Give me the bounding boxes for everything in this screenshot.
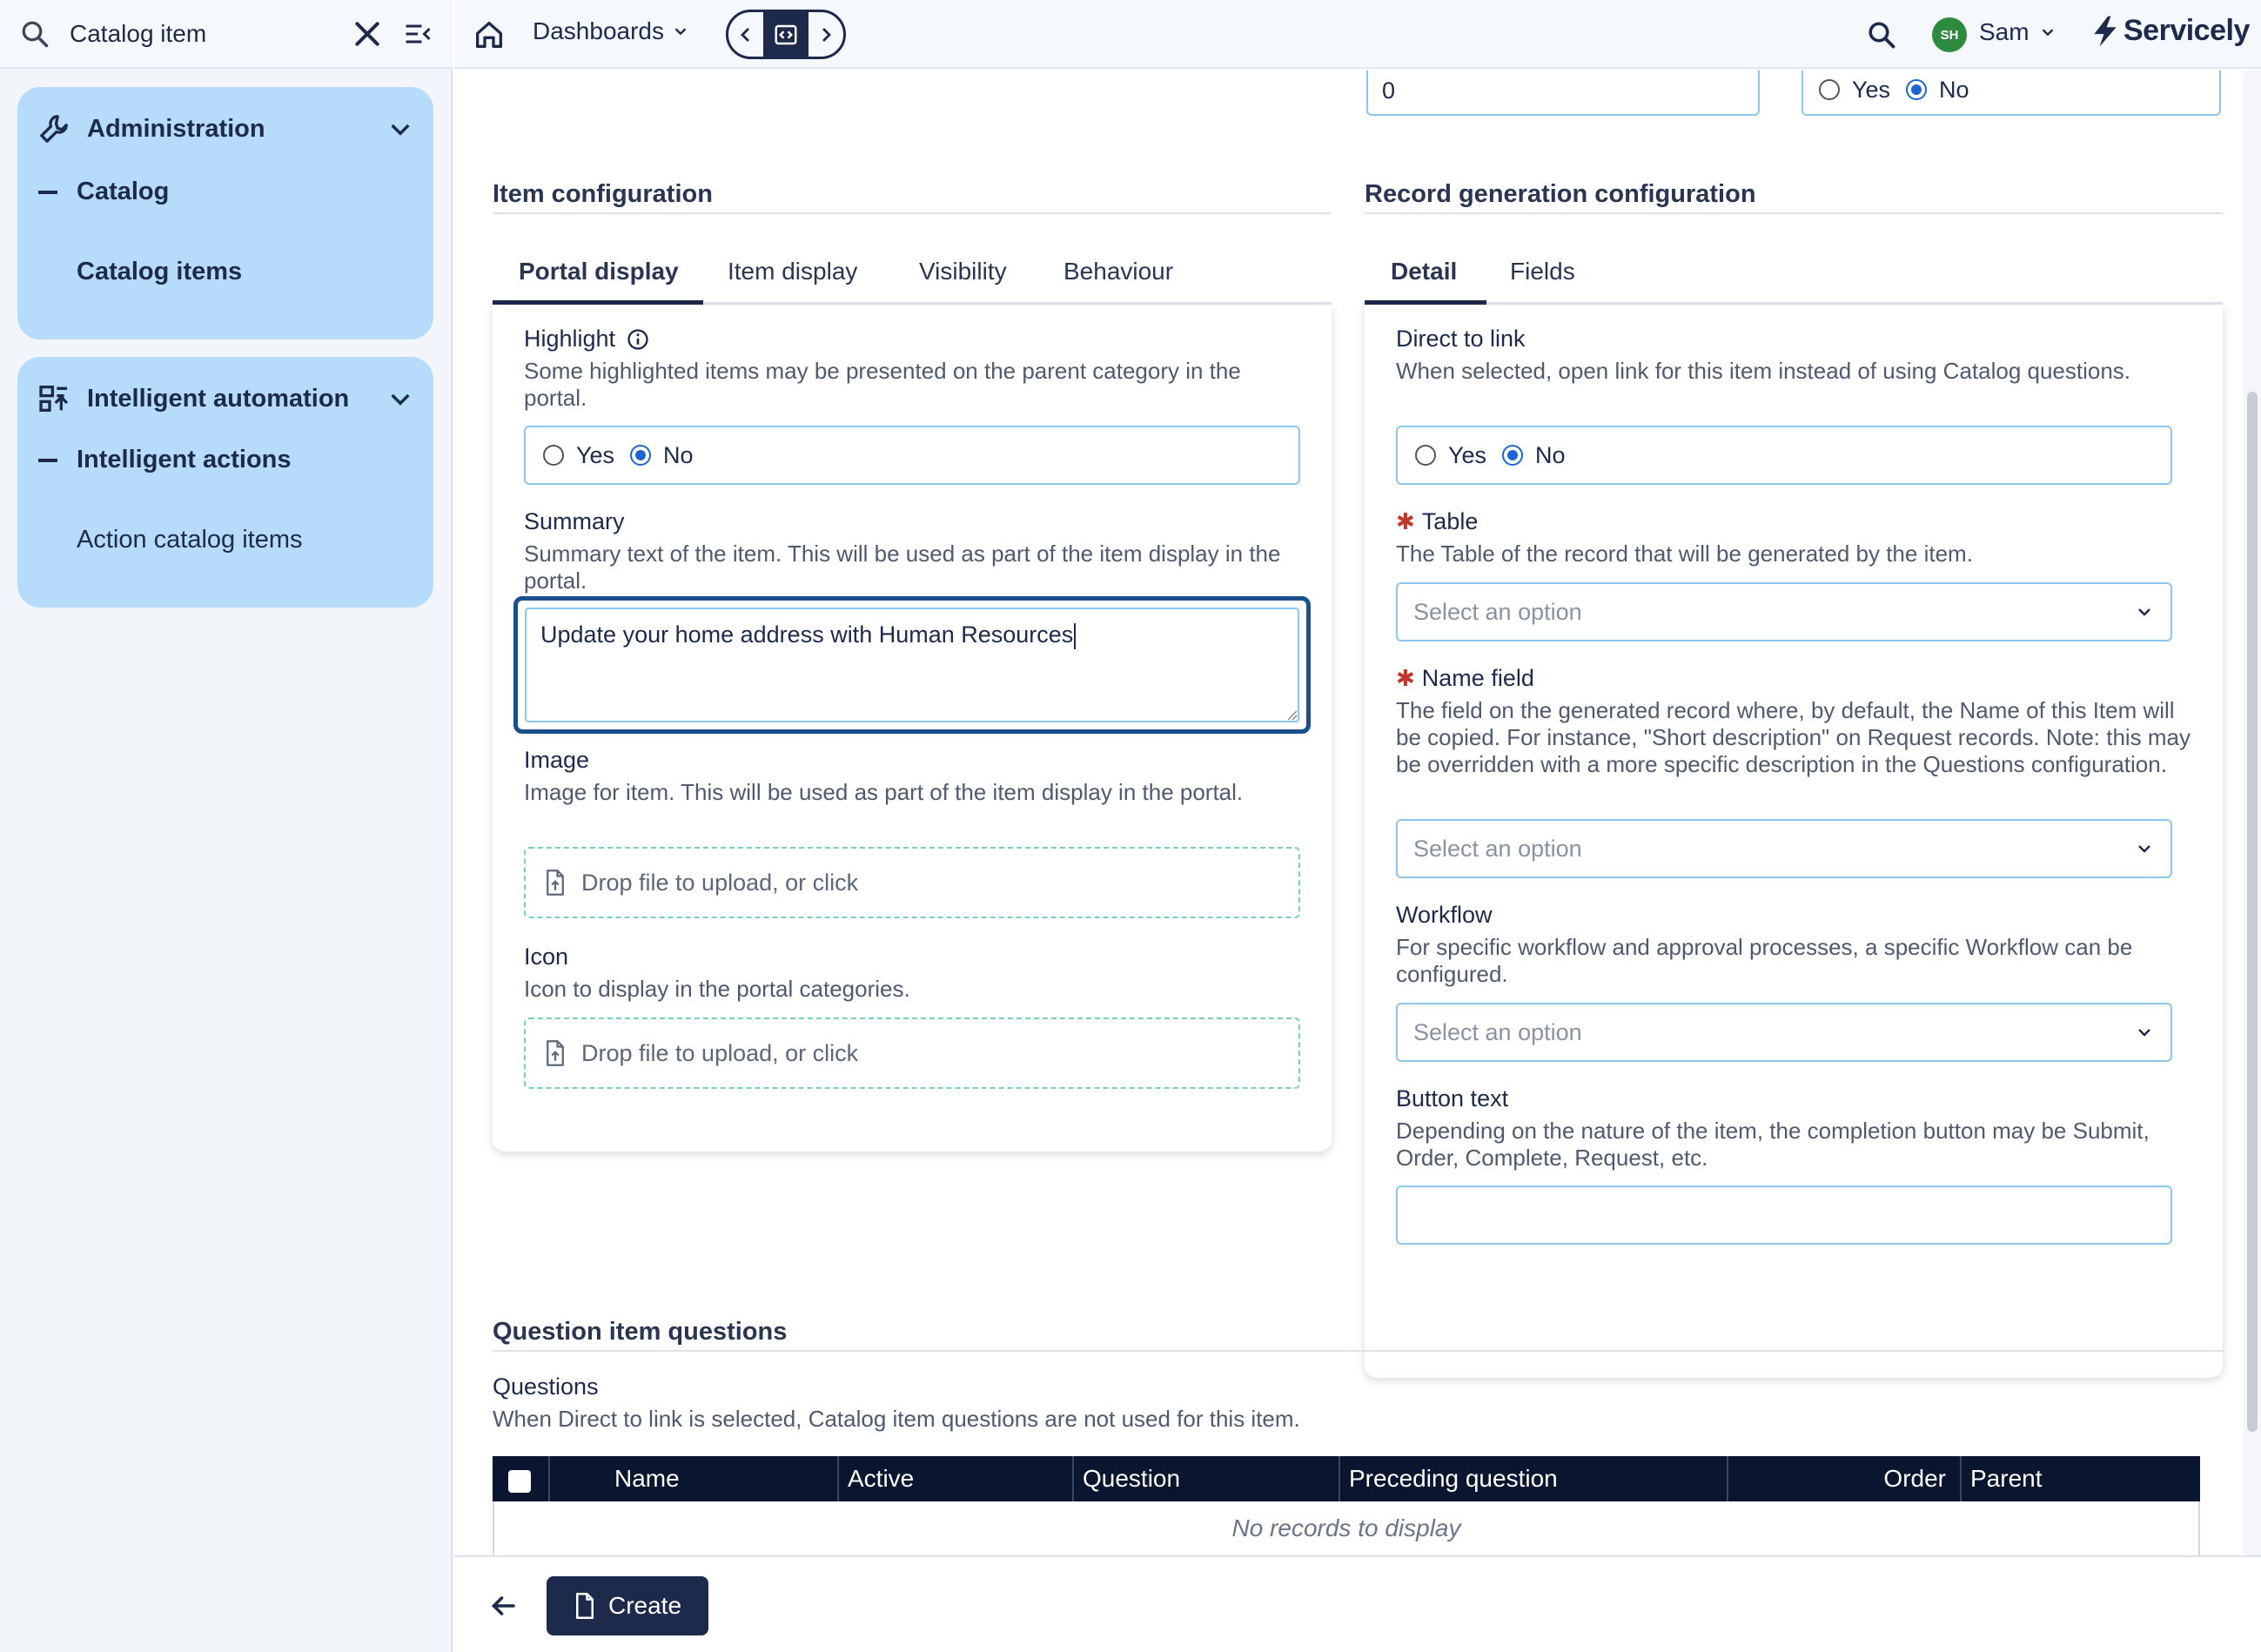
back-history-button[interactable] [728,12,763,57]
text-caret [1074,623,1076,649]
image-dropzone[interactable] [524,847,1300,918]
item-configuration-title: Item configuration [493,180,713,208]
sidebar-search[interactable] [0,0,453,69]
search-icon [19,18,50,50]
tab-detail[interactable]: Detail [1391,258,1458,285]
name-field-label-text: Name field [1421,665,1534,691]
direct-to-link-radio-group [1396,426,2172,485]
number-field[interactable] [1366,71,1760,116]
tab-divider [1365,302,2223,305]
sidebar-item-label: Intelligent actions [77,446,292,473]
collapse-menu-icon[interactable] [402,18,433,50]
chevron-down-icon[interactable] [386,115,414,143]
tab-portal-display[interactable]: Portal display [519,258,679,285]
workflow-label: Workflow [1396,902,1493,928]
tab-item-display[interactable]: Item display [728,258,858,285]
sidebar-group-label: Administration [87,114,265,143]
sidebar-group-header[interactable] [37,379,414,418]
questions-label: Questions [493,1373,599,1400]
create-button[interactable] [547,1576,708,1635]
highlight-label [524,326,650,353]
column-header-order[interactable]: Order [1728,1456,1962,1501]
empty-state: No records to display [493,1501,2200,1555]
image-label: Image [524,747,590,773]
chevron-right-icon [815,24,836,45]
automation-icon [37,381,71,416]
chevron-down-icon [2134,601,2155,622]
bottom-action-bar [454,1555,2261,1652]
column-header-parent[interactable]: Parent [1970,1465,2043,1492]
forward-history-button[interactable] [808,12,843,57]
radio-no[interactable] [1906,79,1927,100]
chevron-down-icon[interactable] [386,385,414,413]
dashboards-label: Dashboards [533,17,664,44]
sidebar-item-catalog-items[interactable]: Catalog items [77,258,243,285]
select-all-cell [493,1456,550,1501]
radio-no-label: No [1535,441,1566,468]
sidebar-search-input[interactable]: Catalog item [70,19,207,47]
sidebar-item-label: Catalog [77,178,170,205]
summary-focus-ring [513,596,1311,734]
select-all-checkbox[interactable] [508,1470,531,1493]
chevron-down-icon [2038,23,2057,42]
column-header-question[interactable]: Question [1074,1456,1340,1501]
name-field-select-placeholder: Select an option [1413,835,1582,862]
radio-no-label: No [1939,76,1969,103]
icon-dropzone-text: Drop file to upload, or click [581,1039,859,1066]
name-field-select[interactable] [1396,819,2172,878]
image-dropzone-text: Drop file to upload, or click [581,869,859,896]
table-label [1396,508,1478,535]
sidebar-group-intelligent-automation [17,357,433,608]
highlight-label-text: Highlight [524,326,616,352]
questions-description: When Direct to link is selected, Catalog item questions are not used for this item. [493,1406,1300,1432]
chevron-left-icon [735,24,756,45]
icon-dropzone[interactable] [524,1017,1300,1089]
button-text-label: Button text [1396,1085,1509,1111]
column-header-preceding-question[interactable]: Preceding question [1340,1456,1728,1501]
table-select[interactable] [1396,582,2172,641]
direct-to-link-description: When selected, open link for this item instead of using Catalog questions. [1396,358,2131,384]
divider [1365,212,2223,214]
number-field-value: 0 [1382,77,1396,104]
logo-text: Servicely [2123,14,2250,47]
required-asterisk-icon: ✱ [1396,508,1415,534]
chevron-down-icon [2134,1022,2155,1043]
summary-description: Summary text of the item. This will be used as part of the item display in the portal. [524,541,1281,594]
top-radio-group [1801,71,2221,116]
back-arrow-icon[interactable] [487,1590,519,1622]
brand-logo [2090,14,2250,48]
divider [493,1350,2223,1352]
code-icon [773,22,799,48]
radio-no-label: No [663,441,694,468]
radio-yes-label: Yes [576,441,615,468]
name-field-description: The field on the generated record where, by default, the Name of this Item will be copied. For instance, "Short description" on Request records. Note: this may be overridden with a more specific description in the Questions configuration. [1396,697,2191,777]
table-select-placeholder: Select an option [1413,598,1582,625]
user-name: Sam [1979,18,2030,45]
question-item-questions-title: Question item questions [493,1318,788,1346]
home-icon[interactable] [472,17,507,52]
resize-handle-icon[interactable] [1284,707,1298,721]
sidebar-group-administration [17,87,433,339]
highlight-radio-group [524,426,1300,485]
name-field-label [1396,665,1534,692]
questions-table [493,1456,2200,1555]
sidebar-item-intelligent-actions[interactable] [38,446,292,474]
code-view-button[interactable] [763,12,808,57]
direct-to-link-label: Direct to link [1396,326,1526,352]
icon-label: Icon [524,944,569,970]
summary-textarea[interactable] [525,608,1299,722]
top-bar [454,0,2261,69]
lightning-icon [2090,15,2120,48]
avatar[interactable]: SH [1932,17,1967,52]
workflow-select-placeholder: Select an option [1413,1018,1582,1045]
active-tab-indicator [1365,300,1486,305]
direct-to-link-radio-yes[interactable] [1415,445,1436,466]
sidebar-group-header[interactable] [37,110,414,148]
active-tab-indicator [493,300,703,305]
sidebar [0,0,453,1652]
wrench-icon [37,111,71,146]
file-upload-icon [543,870,567,896]
dash-icon [38,191,57,194]
radio-yes[interactable] [1819,79,1840,100]
chevron-down-icon [2134,838,2155,859]
tab-behaviour[interactable]: Behaviour [1063,258,1174,285]
chevron-down-icon [671,22,690,41]
document-icon [574,1593,596,1619]
dashboards-menu[interactable] [533,17,690,45]
required-asterisk-icon: ✱ [1396,665,1415,691]
scrollbar-thumb[interactable] [2247,392,2258,1432]
workflow-description: For specific workflow and approval processes, a specific Workflow can be configured. [1396,934,2133,987]
file-upload-icon [543,1040,567,1066]
workflow-select[interactable] [1396,1003,2172,1062]
divider [493,212,1332,214]
table-header [493,1456,2200,1501]
highlight-radio-no[interactable] [630,445,651,466]
sidebar-group-label: Intelligent automation [87,384,350,413]
dash-icon [38,459,57,462]
radio-yes-label: Yes [1852,76,1891,103]
info-icon[interactable] [626,327,650,352]
main-content [454,71,2242,1555]
icon-description: Icon to display in the portal categories. [524,976,910,1002]
summary-text: Update your home address with Human Resources [540,621,1074,648]
image-description: Image for item. This will be used as part of the item display in the portal. [524,779,1244,805]
highlight-description: Some highlighted items may be presented on the parent category in the portal. [524,358,1241,411]
tab-visibility[interactable]: Visibility [919,258,1007,285]
user-menu[interactable] [1979,18,2057,46]
record-generation-title: Record generation configuration [1365,180,1756,208]
highlight-radio-yes[interactable] [543,445,564,466]
sidebar-item-catalog[interactable] [38,178,169,206]
direct-to-link-radio-no[interactable] [1502,445,1523,466]
history-navigator [726,10,846,59]
sidebar-item-action-catalog-items[interactable]: Action catalog items [77,526,303,554]
search-icon[interactable] [1866,19,1897,50]
button-text-input[interactable] [1396,1185,2172,1245]
close-icon[interactable] [350,17,385,51]
table-label-text: Table [1421,508,1479,534]
tab-fields[interactable]: Fields [1510,258,1575,285]
radio-yes-label: Yes [1448,441,1487,468]
create-button-label: Create [607,1592,682,1619]
column-header-name[interactable]: Name [550,1456,839,1501]
summary-label: Summary [524,508,625,534]
table-description: The Table of the record that will be generated by the item. [1396,541,1973,567]
button-text-description: Depending on the nature of the item, the completion button may be Submit, Order, Complete, Request, etc. [1396,1118,2150,1171]
column-header-active[interactable]: Active [839,1456,1074,1501]
